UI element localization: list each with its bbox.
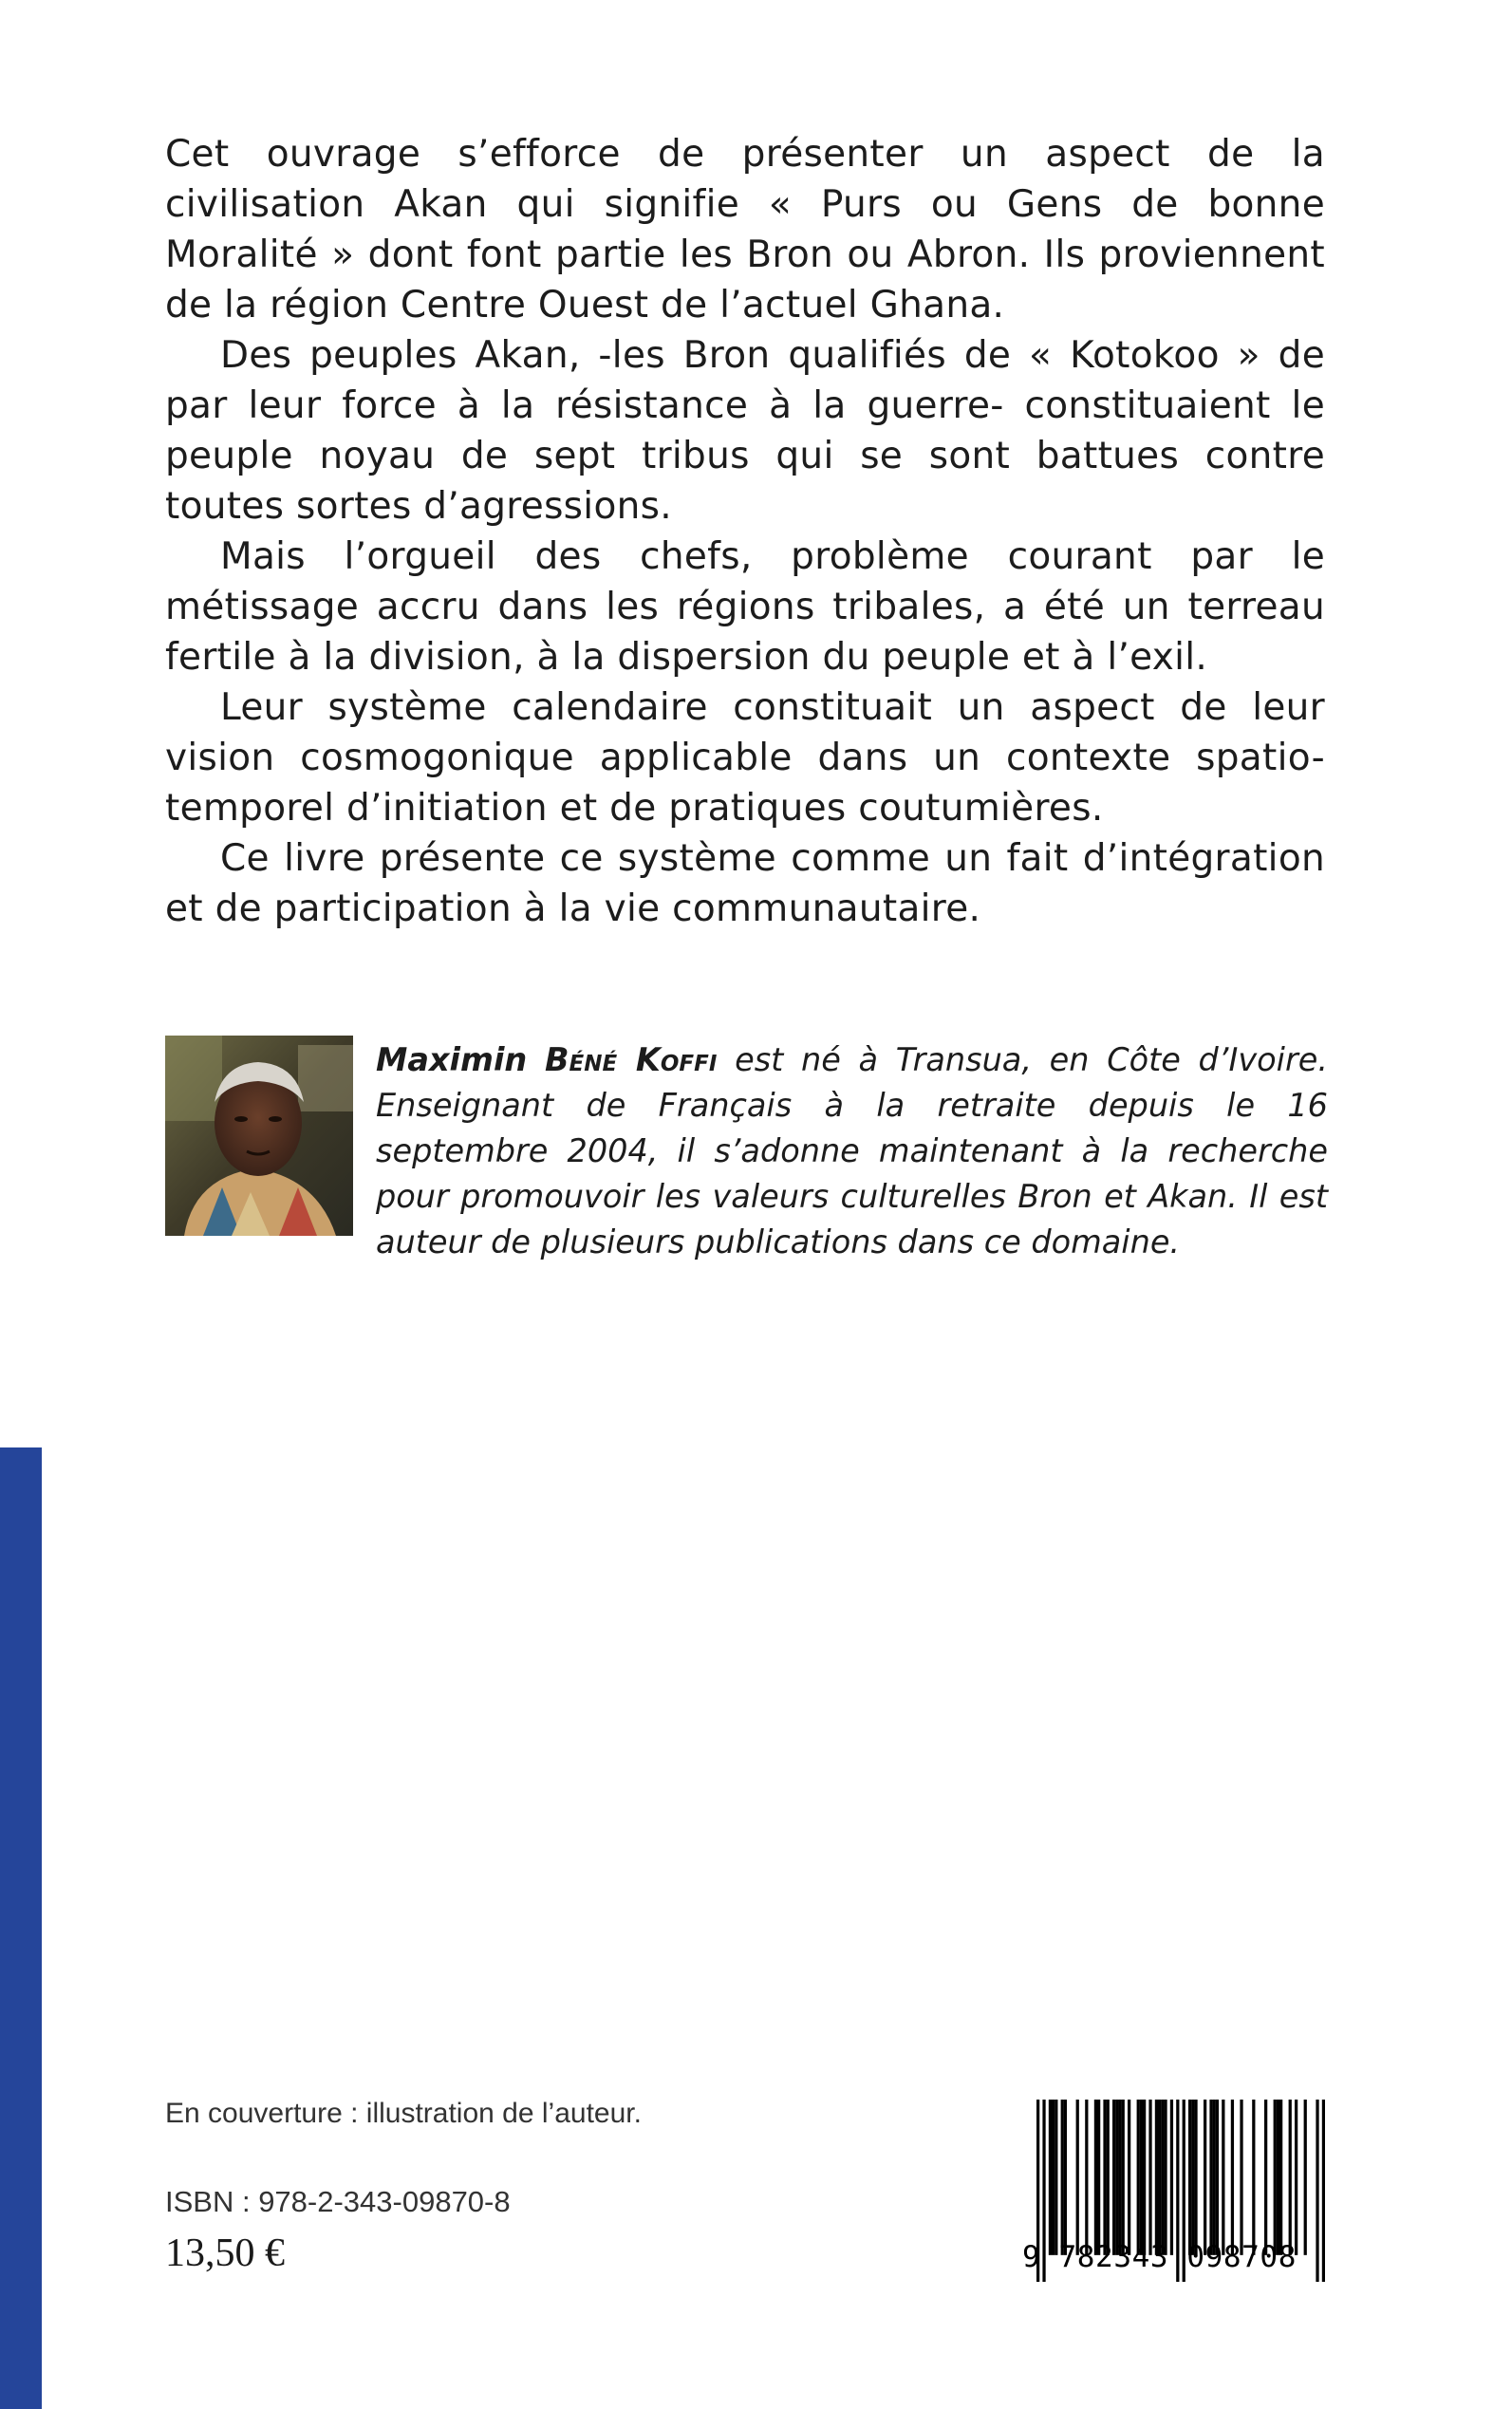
barcode-bar: [1112, 2100, 1115, 2255]
blurb-paragraph: Leur système calendaire constituait un aspect de leur vision cosmogonique applicable dans un contexte spatio-temporel d’initiation et de pratiques coutumières.: [165, 686, 1325, 830]
barcode-bar: [1140, 2100, 1143, 2255]
barcode-bar: [1118, 2100, 1121, 2255]
barcode-bar: [1274, 2100, 1277, 2255]
author-section: [165, 1036, 1328, 1261]
barcode-bar: [1191, 2100, 1194, 2255]
barcode-bar: [1097, 2100, 1100, 2255]
barcode-bar: [1277, 2100, 1279, 2255]
barcode-bar: [1052, 2100, 1055, 2255]
barcode-bar: [1122, 2100, 1125, 2255]
author-bio-text: est né à Transua, en Côte d’Ivoire. Enseignant de Français à la retraite depuis le 16 septembre 2004, il s’adonne maintenant à la recherche pour promouvoir les valeurs culturelles Bron et Akan. Il est auteur de plusieurs publications dans ce domaine.: [376, 1041, 1328, 1261]
barcode-bar: [1049, 2100, 1052, 2255]
price: 13,50 €: [165, 2232, 285, 2275]
barcode-bar: [1115, 2100, 1118, 2255]
barcode-bar: [1231, 2100, 1234, 2255]
barcode-bar: [1222, 2100, 1224, 2255]
barcode-bar: [1064, 2100, 1067, 2255]
barcode-bar: [1143, 2100, 1146, 2255]
cover-credit: En couverture : illustration de l’auteur.: [165, 2098, 642, 2129]
barcode-bar: [1209, 2100, 1212, 2255]
barcode-bar: [1170, 2100, 1173, 2255]
barcode-bar: [1061, 2100, 1064, 2255]
barcode-bar: [1076, 2100, 1079, 2255]
barcode-bar: [1155, 2100, 1158, 2255]
barcode-bar: [1216, 2100, 1219, 2255]
barcode-bar: [1094, 2100, 1097, 2255]
barcode-bar: [1204, 2100, 1206, 2255]
barcode-bar: [1158, 2100, 1161, 2255]
barcode-bar: [1128, 2100, 1130, 2255]
blurb-paragraph: Cet ouvrage s’efforce de présenter un aspect de la civilisation Akan qui signifie « Purs ou Gens de bonne Moralité » dont font partie les Bron ou Abron. Ils proviennent de la région Centre Ouest de l’actuel Ghana.: [165, 133, 1325, 327]
back-cover-blurb: [165, 129, 1325, 934]
barcode-bar: [1148, 2100, 1151, 2255]
author-bio: [376, 1037, 1328, 1265]
barcode-bar: [1279, 2100, 1282, 2255]
barcode-bar: [1085, 2100, 1088, 2255]
barcode-bar: [1188, 2100, 1191, 2255]
author-portrait-icon: [165, 1036, 353, 1236]
barcode-bar: [1161, 2100, 1164, 2255]
barcode-bar: [1252, 2100, 1255, 2255]
blurb-paragraph: Ce livre présente ce système comme un fait d’intégration et de participation à la vie communautaire.: [165, 837, 1325, 930]
barcode-bar: [1103, 2100, 1106, 2255]
barcode-bar: [1213, 2100, 1216, 2255]
barcode-bar: [1295, 2100, 1297, 2255]
barcode-bar: [1137, 2100, 1140, 2255]
author-first-name: Maximin: [376, 1041, 528, 1078]
barcode-bar: [1164, 2100, 1167, 2255]
author-photo: [165, 1036, 353, 1236]
barcode-bar: [1240, 2100, 1242, 2255]
barcode-bar: [1107, 2100, 1110, 2255]
isbn-number: ISBN : 978-2-343-09870-8: [165, 2185, 511, 2218]
cover-color-band: [0, 1447, 42, 2409]
barcode-bar: [1055, 2100, 1057, 2255]
blurb-paragraph: Mais l’orgueil des chefs, problème courant par le métissage accru dans les régions tribales, a été un terreau fertile à la division, à la dispersion du peuple et à l’exil.: [165, 535, 1325, 679]
barcode-bar: [1289, 2100, 1292, 2255]
barcode-digits: 9 782343 098708: [1022, 2240, 1297, 2274]
barcode-bar: [1194, 2100, 1197, 2255]
author-last-names: Béné Koffi: [544, 1041, 718, 1078]
barcode-bar: [1304, 2100, 1307, 2255]
blurb-paragraph: Des peuples Akan, -les Bron qualifiés de « Kotokoo » de par leur force à la résistance à la guerre- constituaient le peuple noyau de sept tribus qui se sont battues contre toutes sortes d’agressions.: [165, 334, 1325, 528]
barcode-bar: [1264, 2100, 1267, 2255]
